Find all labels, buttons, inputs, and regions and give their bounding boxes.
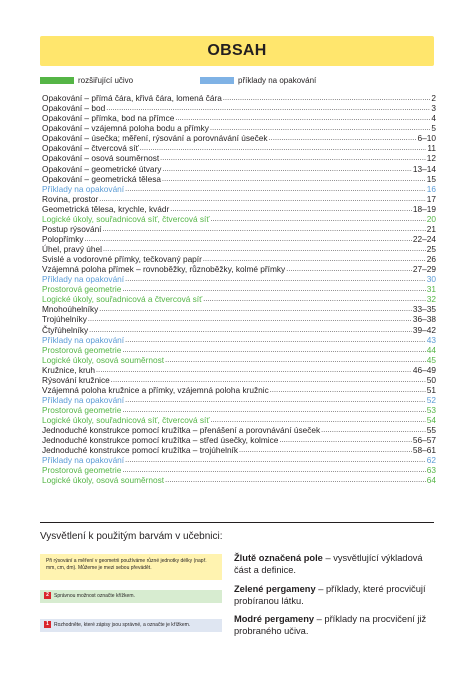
toc-entry-page: 31 <box>426 284 436 295</box>
task-number-badge: 1 <box>44 621 51 628</box>
toc-entry-page: 18–19 <box>412 203 436 214</box>
toc-entry-page: 26 <box>426 254 436 265</box>
dot-leader <box>99 195 426 204</box>
toc-entry-title: Rýsování kružnice <box>42 374 110 385</box>
toc-entry-title: Příklady na opakování <box>42 455 125 466</box>
toc-entry-page: 32 <box>426 294 436 305</box>
toc-entry <box>42 355 436 365</box>
toc-entry-page: 63 <box>426 465 436 476</box>
toc-entry-title: Geometrická tělesa, krychle, kvádr <box>42 203 170 214</box>
toc-entry-title: Opakování – geometrické útvary <box>42 163 162 174</box>
toc-entry <box>42 264 436 274</box>
toc-entry <box>42 113 436 123</box>
toc-entry-page: 46–49 <box>412 364 436 375</box>
toc-entry <box>42 224 436 234</box>
toc-entry <box>42 475 436 485</box>
toc-entry <box>42 123 436 133</box>
toc-entry-title: Postup rýsování <box>42 223 102 234</box>
toc-entry-page: 51 <box>426 384 436 395</box>
toc-entry <box>42 133 436 143</box>
toc-entry <box>42 163 436 173</box>
toc-entry-title: Logické úkoly, osová souměrnost <box>42 354 165 365</box>
toc-entry-page: 4 <box>431 113 436 124</box>
toc-entry-page: 56–57 <box>412 435 436 446</box>
dot-leader <box>122 346 425 355</box>
toc-entry <box>42 304 436 314</box>
toc-entry-title: Polopřímky <box>42 233 84 244</box>
dot-leader <box>270 386 426 395</box>
blue-description <box>234 614 434 637</box>
toc-entry-title: Opakování – osová souměrnost <box>42 153 160 164</box>
toc-entry-title: Opakování – bod <box>42 103 106 114</box>
dot-leader <box>321 426 426 435</box>
toc-entry-page: 30 <box>426 274 436 285</box>
toc-entry <box>42 93 436 103</box>
toc-entry-title: Logické úkoly, souřadnicová síť, čtvercová síť <box>42 415 210 426</box>
toc-entry-title: Vzájemná poloha přímek – rovnoběžky, různoběžky, kolmé přímky <box>42 264 286 275</box>
toc-entry-page: 43 <box>426 334 436 345</box>
toc-entry-page: 36–38 <box>412 314 436 325</box>
dot-leader <box>269 134 417 143</box>
toc-entry <box>42 445 436 455</box>
toc-entry-page: 27–29 <box>412 264 436 275</box>
toc-entry-page: 44 <box>426 344 436 355</box>
toc-entry <box>42 385 436 395</box>
toc-entry <box>42 234 436 244</box>
dot-leader <box>162 165 411 174</box>
toc-entry-page: 64 <box>426 475 436 486</box>
toc-entry <box>42 214 436 224</box>
toc-entry-page: 39–42 <box>412 324 436 335</box>
dot-leader <box>85 235 412 244</box>
toc-entry-page: 20 <box>426 213 436 224</box>
toc-entry <box>42 274 436 284</box>
toc-entry-title: Vzájemná poloha kružnice a přímky, vzájemná poloha kružnic <box>42 384 269 395</box>
blue-sample-text: Rozhodněte, které zápisy jsou správné, a označte je křížkem. <box>54 622 191 628</box>
toc-entry-title: Prostorová geometrie <box>42 344 122 355</box>
explanation-title: Vysvětlení k použitým barvám v učebnici: <box>40 531 223 542</box>
toc-entry <box>42 324 436 334</box>
dot-leader <box>122 406 425 415</box>
toc-entry <box>42 103 436 113</box>
toc-entry-page: 25 <box>426 244 436 254</box>
toc-entry-page: 16 <box>426 183 436 194</box>
dot-leader <box>210 124 430 133</box>
legend-blue-label: příklady na opakování <box>238 76 317 85</box>
dot-leader <box>210 416 425 425</box>
dot-leader <box>125 396 426 405</box>
dot-leader <box>175 114 430 123</box>
toc-entry-page: 11 <box>427 143 436 154</box>
toc-entry-title: Jednoduché konstrukce pomocí kružítka – trojúhelník <box>42 445 239 456</box>
dot-leader <box>125 275 426 284</box>
toc-entry-page: 62 <box>426 455 436 466</box>
yellow-description-text: – vysvětlující výkladová část a definice. <box>234 553 423 575</box>
toc-entry-page: 54 <box>426 415 436 426</box>
toc-entry <box>42 254 436 264</box>
toc-entry <box>42 375 436 385</box>
toc-entry-title: Příklady na opakování <box>42 274 125 285</box>
toc-entry <box>42 425 436 435</box>
toc-entry <box>42 294 436 304</box>
dot-leader <box>279 436 412 445</box>
toc-entry-page: 15 <box>426 173 436 184</box>
toc-entry-title: Logické úkoly, souřadnicová síť, čtvercová síť <box>42 213 210 224</box>
toc-entry <box>42 345 436 355</box>
toc-entry-page: 6–10 <box>417 133 436 144</box>
legend-review <box>200 76 316 86</box>
toc-entry <box>42 365 436 375</box>
green-description-bold: Zelené pergameny <box>234 584 316 594</box>
toc-entry-title: Svislé a vodorovné přímky, tečkovaný papír <box>42 254 202 265</box>
toc-entry-title: Úhel, pravý úhel <box>42 244 102 254</box>
dot-leader <box>210 215 425 224</box>
dot-leader <box>122 285 425 294</box>
toc-entry-title: Čtyřúhelníky <box>42 324 89 335</box>
page-title: OBSAH <box>207 42 267 59</box>
green-swatch <box>40 77 74 84</box>
toc-entry-title: Kružnice, kruh <box>42 364 96 375</box>
dot-leader <box>111 376 426 385</box>
dot-leader <box>286 265 412 274</box>
toc-entry <box>42 153 436 163</box>
green-description <box>234 584 434 607</box>
toc-entry-page: 12 <box>426 153 436 164</box>
blue-description-bold: Modré pergameny <box>234 614 315 624</box>
toc-entry-title: Opakování – přímá čára, křivá čára, lomená čára <box>42 93 222 104</box>
toc-entry <box>42 415 436 425</box>
toc-entry-page: 55 <box>426 425 436 436</box>
dot-leader <box>106 104 430 113</box>
table-of-contents <box>42 93 436 485</box>
toc-entry-title: Jednoduché konstrukce pomocí kružítka – střed úsečky, kolmice <box>42 435 279 446</box>
dot-leader <box>125 185 426 194</box>
dot-leader <box>103 245 426 254</box>
toc-entry-title: Prostorová geometrie <box>42 465 122 476</box>
dot-leader <box>122 466 425 475</box>
green-sample-box <box>40 590 222 603</box>
toc-entry <box>42 184 436 194</box>
toc-entry-title: Příklady na opakování <box>42 334 125 345</box>
yellow-description-bold: Žlutě označená pole <box>234 553 323 563</box>
dot-leader <box>165 356 426 365</box>
green-description-text: – příklady, které procvičují probíranou látku. <box>234 584 426 606</box>
dot-leader <box>160 154 426 163</box>
toc-entry-page: 13–14 <box>412 163 436 174</box>
toc-entry-title: Logické úkoly, souřadnicová a čtvercová síť <box>42 294 203 305</box>
toc-entry <box>42 244 436 254</box>
toc-entry <box>42 395 436 405</box>
toc-entry-title: Opakování – čtvercová síť <box>42 143 139 154</box>
toc-entry-page: 58–61 <box>412 445 436 456</box>
dot-leader <box>223 94 431 103</box>
toc-entry <box>42 284 436 294</box>
dot-leader <box>203 295 426 304</box>
toc-entry-title: Rovina, prostor <box>42 193 99 204</box>
toc-entry-title: Jednoduché konstrukce pomocí kružítka – přenášení a porovnávání úseček <box>42 425 321 436</box>
dot-leader <box>99 305 412 314</box>
toc-entry-title: Mnohoúhelníky <box>42 304 99 315</box>
toc-entry-page: 53 <box>426 405 436 415</box>
toc-entry-title: Opakování – přímka, bod na přímce <box>42 113 175 124</box>
toc-entry-title: Příklady na opakování <box>42 183 125 194</box>
toc-entry-page: 17 <box>426 193 436 204</box>
toc-entry <box>42 204 436 214</box>
dot-leader <box>162 175 426 184</box>
toc-entry-title: Příklady na opakování <box>42 394 125 405</box>
toc-entry-page: 5 <box>431 123 436 134</box>
toc-entry-page: 21 <box>426 223 436 234</box>
toc-entry-page: 45 <box>426 354 436 365</box>
task-number-badge: 2 <box>44 592 51 599</box>
toc-entry-page: 52 <box>426 394 436 405</box>
toc-entry <box>42 405 436 415</box>
dot-leader <box>140 144 427 153</box>
toc-entry <box>42 314 436 324</box>
toc-entry <box>42 435 436 445</box>
toc-entry-page: 33–35 <box>412 304 436 315</box>
legend-extended <box>40 76 133 86</box>
toc-entry-page: 22–24 <box>412 233 436 244</box>
yellow-sample-box: Při rýsování a měření v geometrii používáme různé jednotky délky (např. mm, cm, dm). Můžeme je mezi sebou převádět. <box>40 554 222 580</box>
blue-sample-box <box>40 619 222 632</box>
divider <box>40 522 434 523</box>
dot-leader <box>203 255 426 264</box>
toc-entry-page: 50 <box>426 374 436 385</box>
toc-entry <box>42 335 436 345</box>
legend-green-label: rozšiřující učivo <box>78 76 134 85</box>
blue-description-text: – příklady na procvičení již probraného učiva. <box>234 614 427 636</box>
toc-entry-title: Prostorová geometrie <box>42 284 122 295</box>
toc-entry <box>42 465 436 475</box>
toc-entry-title: Opakování – úsečka; měření, rýsování a porovnávání úseček <box>42 133 268 144</box>
dot-leader <box>165 476 426 485</box>
toc-entry <box>42 194 436 204</box>
toc-entry <box>42 455 436 465</box>
dot-leader <box>125 456 426 465</box>
green-sample-text: Správnou možnost označte křížkem. <box>54 593 135 599</box>
toc-entry-page: 3 <box>431 103 436 114</box>
dot-leader <box>88 315 412 324</box>
toc-entry-title: Logické úkoly, osová souměrnost <box>42 475 165 486</box>
toc-entry-page: 2 <box>431 93 436 104</box>
toc-entry-title: Opakování – vzájemná poloha bodu a přímky <box>42 123 209 134</box>
dot-leader <box>96 366 412 375</box>
dot-leader <box>89 326 412 335</box>
dot-leader <box>170 205 412 214</box>
title-banner <box>40 36 434 66</box>
toc-entry-title: Prostorová geometrie <box>42 405 122 415</box>
toc-entry-title: Trojúhelníky <box>42 314 87 325</box>
blue-swatch <box>200 77 234 84</box>
dot-leader <box>239 446 412 455</box>
dot-leader <box>103 225 426 234</box>
toc-entry-title: Opakování – geometrická tělesa <box>42 173 161 184</box>
toc-entry <box>42 143 436 153</box>
dot-leader <box>125 336 426 345</box>
toc-entry <box>42 174 436 184</box>
yellow-description <box>234 553 434 576</box>
